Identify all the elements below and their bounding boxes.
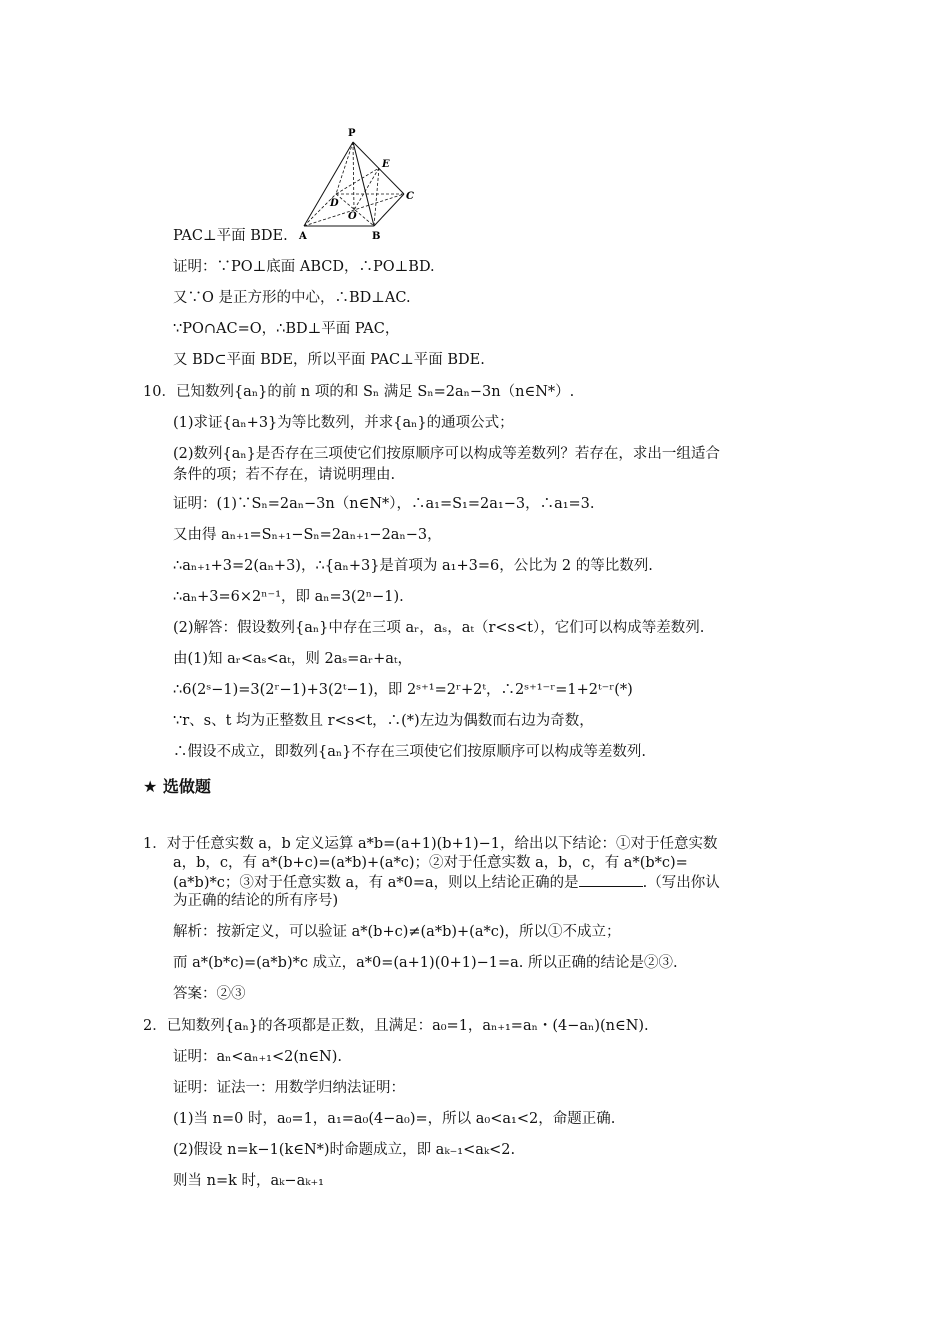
vertex-label-d: D [330, 198, 339, 209]
vertex-label-o: O [348, 211, 357, 222]
o2-proof-step-2: (2)假设 n=k−1(k∈N*)时命题成立，即 aₖ₋₁<aₖ<2. [173, 1142, 516, 1158]
q10-part-2a: (2)数列{aₙ}是否存在三项使它们按原顺序可以构成等差数列？若存在，求出一组适合 [173, 446, 720, 462]
q9-line-5: 又 BD⊂平面 BDE，所以平面 PAC⊥平面 BDE. [173, 352, 485, 368]
vertex-label-p: P [348, 128, 356, 139]
answer-blank [579, 872, 643, 887]
o2-stem: 2．已知数列{aₙ}的各项都是正数，且满足：a₀=1，aₙ₊₁=aₙ・(4−aₙ)(n∈N). [143, 1018, 649, 1034]
q10-solution-1: 证明：(1)∵Sₙ=2aₙ−3n（n∈N*），∴a₁=S₁=2a₁−3，∴a₁=3. [173, 496, 595, 512]
o1-stem-line-2: a，b，c，有 a*(b+c)=(a*b)+(a*c)；②对于任意实数 a，b，c，有 a*(b*c)= [173, 855, 688, 871]
q10-solution-4: ∴aₙ+3=6×2ⁿ⁻¹，即 aₙ=3(2ⁿ−1). [173, 589, 404, 605]
vertex-label-a: A [299, 231, 307, 242]
o2-proof-step-1: (1)当 n=0 时，a₀=1，a₁=a₀(4−a₀)=，所以 a₀<a₁<2，命题正确. [173, 1111, 616, 1127]
o1-answer: 答案：②③ [173, 986, 246, 1002]
o1-stem-line-4: 为正确的结论的所有序号) [173, 893, 339, 909]
q10-solution-8: ∵r、s、t 均为正整数且 r<s<t，∴(*)左边为偶数而右边为奇数， [173, 713, 594, 729]
o2-proof-intro: 证明：证法一：用数学归纳法证明： [173, 1080, 405, 1096]
q10-solution-7: ∴6(2ˢ−1)=3(2ʳ−1)+3(2ᵗ−1)，即 2ˢ⁺¹=2ʳ+2ᵗ，∴2ˢ⁺¹⁻ʳ=1+2ᵗ⁻ʳ(*) [173, 682, 633, 698]
o1-stem-line-3-text: (a*b)*c；③对于任意实数 a，有 a*0=a，则以上结论正确的是 [173, 875, 579, 891]
o1-analysis-2: 而 a*(b*c)=(a*b)*c 成立，a*0=(a+1)(0+1)−1=a. 所以正确的结论是②③. [173, 955, 678, 971]
q9-line-4: ∵PO∩AC=O，∴BD⊥平面 PAC， [173, 321, 400, 337]
q10-part-1: (1)求证{aₙ+3}为等比数列，并求{aₙ}的通项公式； [173, 415, 514, 431]
q10-stem: 10．已知数列{aₙ}的前 n 项的和 Sₙ 满足 Sₙ=2aₙ−3n（n∈N*）. [143, 384, 575, 400]
q9-line-2: 证明：∵PO⊥底面 ABCD，∴PO⊥BD. [173, 259, 435, 275]
pyramid-figure [296, 124, 416, 244]
q10-solution-3: ∴aₙ₊₁+3=2(aₙ+3)，∴{aₙ+3}是首项为 a₁+3=6，公比为 2 的等比数列. [173, 558, 653, 574]
q9-line-1: PAC⊥平面 BDE. [173, 228, 288, 244]
o2-proof-step-3: 则当 n=k 时，aₖ−aₖ₊₁ [173, 1173, 324, 1189]
vertex-label-b: B [372, 231, 381, 242]
q10-part-2b: 条件的项；若不存在，请说明理由. [173, 467, 396, 483]
o2-claim: 证明：aₙ<aₙ₊₁<2(n∈N). [173, 1049, 343, 1065]
q10-solution-9: ∴假设不成立，即数列{aₙ}不存在三项使它们按原顺序可以构成等差数列. [173, 744, 646, 760]
q10-solution-6: 由(1)知 aᵣ<aₛ<aₜ，则 2aₛ=aᵣ+aₜ， [173, 651, 412, 667]
o1-stem-line-3-tail: .（写出你认 [642, 875, 720, 891]
section-title-optional: ★ 选做题 [143, 777, 211, 796]
q10-solution-2: 又由得 aₙ₊₁=Sₙ₊₁−Sₙ=2aₙ₊₁−2aₙ−3， [173, 527, 442, 543]
o1-stem-line-1: 1．对于任意实数 a，b 定义运算 a*b=(a+1)(b+1)−1，给出以下结论：①对于任意实数 [143, 836, 718, 852]
vertex-label-e: E [382, 159, 390, 170]
o1-stem-line-3 [173, 872, 720, 893]
vertex-label-c: C [406, 191, 414, 202]
o1-analysis-1: 解析：按新定义，可以验证 a*(b+c)≠(a*b)+(a*c)，所以①不成立； [173, 924, 621, 940]
q9-line-3: 又∵O 是正方形的中心，∴BD⊥AC. [173, 290, 411, 306]
q10-solution-5: (2)解答：假设数列{aₙ}中存在三项 aᵣ，aₛ，aₜ（r<s<t），它们可以构成等差数列. [173, 620, 705, 636]
